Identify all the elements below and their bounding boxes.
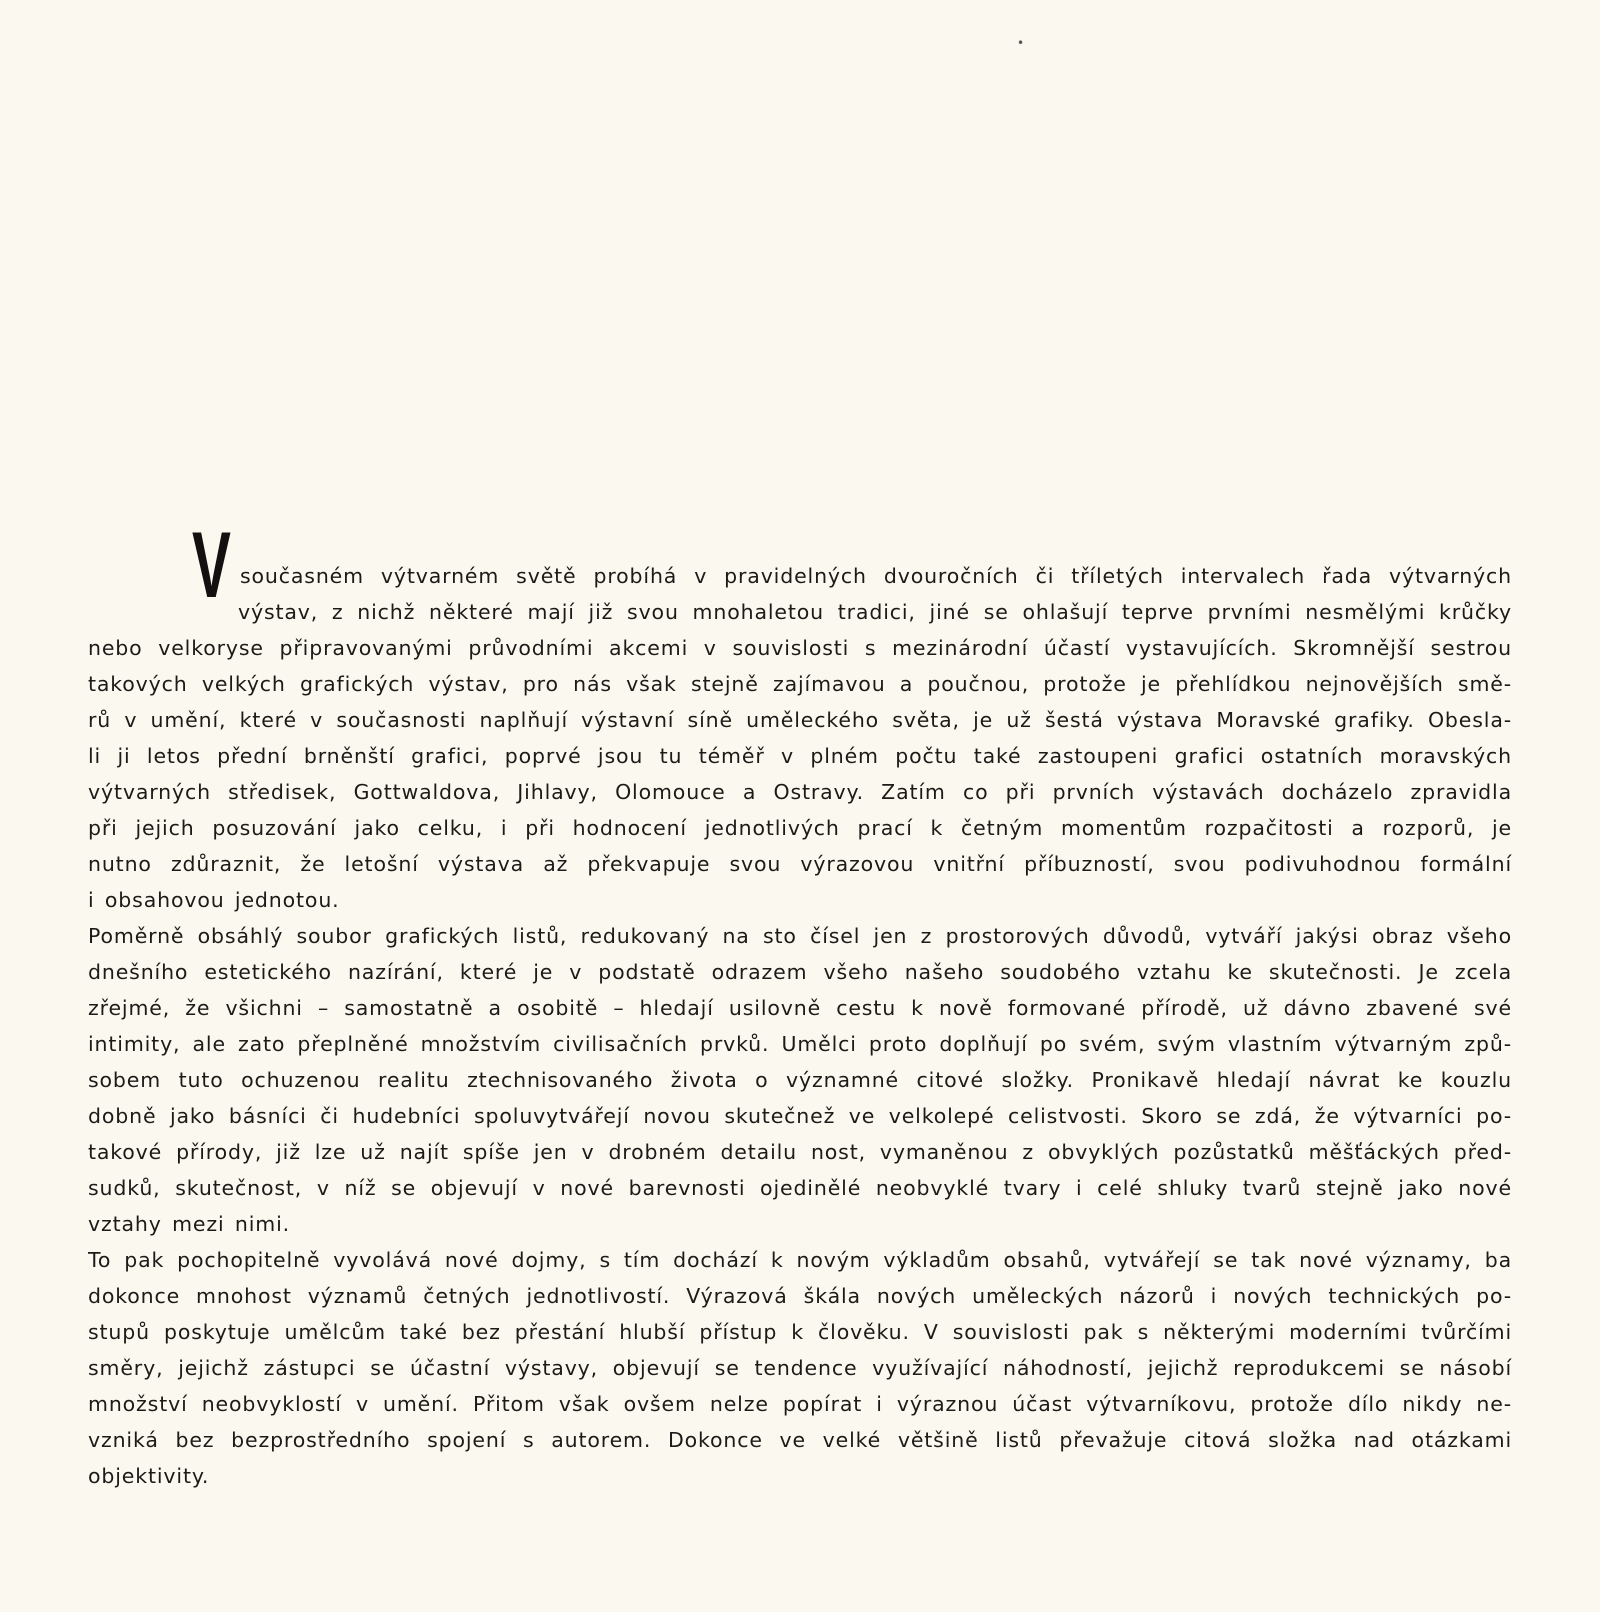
ink-speck: • — [1017, 36, 1025, 50]
text-line: při jejich posuzování jako celku, i při hodnocení jednotlivých prací k četným momentům rozpačitosti a rozporů, je — [88, 816, 1512, 840]
text-line: sudků, skutečnost, v níž se objevují v nové barevnosti ojedinělé neobvyklé tvary i celé shluky tvarů stejně jako nové — [88, 1176, 1512, 1200]
text-line: To pak pochopitelně vyvolává nové dojmy, s tím dochází k novým výkladům obsahů, vytvářejí se tak nové významy, ba — [88, 1248, 1512, 1272]
text-line: intimity, ale zato přeplněné množstvím civilisačních prvků. Umělci proto doplňují po svém, svým vlastním výtvarným způ- — [88, 1032, 1512, 1056]
text-line: nutno zdůraznit, že letošní výstava až překvapuje svou výrazovou vnitřní příbuzností, svou podivuhodnou formální — [88, 852, 1512, 876]
text-line: dokonce mnohost významů četných jednotlivostí. Výrazová škála nových uměleckých názorů i nových technických po- — [88, 1284, 1512, 1308]
text-line: i obsahovou jednotou. — [88, 888, 340, 912]
drop-cap: V — [192, 512, 231, 617]
text-line: současném výtvarném světě probíhá v pravidelných dvouročních či tříletých intervalech řada výtvarných — [240, 564, 1512, 588]
text-line: dnešního estetického nazírání, které je v podstatě odrazem všeho našeho soudobého vztahu ke skutečnosti. Je zcela — [88, 960, 1512, 984]
text-line: výstav, z nichž některé mají již svou mnohaletou tradici, jiné se ohlašují teprve prvními nesmělými krůčky — [238, 600, 1512, 624]
text-line: nebo velkoryse připravovanými průvodními akcemi v souvislosti s mezinárodní účastí vystavujících. Skromnější sestrou — [88, 636, 1512, 660]
text-line: objektivity. — [88, 1464, 210, 1488]
text-line: množství neobvyklostí v umění. Přitom však ovšem nelze popírat i výraznou účast výtvarníkovu, protože dílo nikdy ne- — [88, 1392, 1512, 1416]
text-line: vztahy mezi nimi. — [88, 1212, 291, 1236]
text-line: rů v umění, které v současnosti naplňují výstavní síně uměleckého světa, je už šestá výstava Moravské grafiky. Obesla- — [88, 708, 1512, 732]
text-line: stupů poskytuje umělcům také bez přestání hlubší přístup k člověku. V souvislosti pak s některými moderními tvůrčími — [88, 1320, 1512, 1344]
text-line: Poměrně obsáhlý soubor grafických listů, redukovaný na sto čísel jen z prostorových důvodů, vytváří jakýsi obraz všeho — [88, 924, 1512, 948]
text-line: takové přírody, již lze už najít spíše jen v drobném detailu nost, vymaněnou z obvyklých pozůstatků měšťáckých před- — [88, 1140, 1512, 1164]
text-line: vzniká bez bezprostředního spojení s autorem. Dokonce ve velké většině listů převažuje citová složka nad otázkami — [88, 1428, 1512, 1452]
text-line: výtvarných středisek, Gottwaldova, Jihlavy, Olomouce a Ostravy. Zatím co při prvních výstavách docházelo zpravidla — [88, 780, 1512, 804]
text-line: směry, jejichž zástupci se účastní výstavy, objevují se tendence využívající náhodností, jejichž reprodukcemi se násobí — [88, 1356, 1512, 1380]
text-line: dobně jako básníci či hudebníci spoluvytvářejí novou skutečnež ve velkolepé celistvosti. Skoro se zdá, že výtvarníci po- — [88, 1104, 1512, 1128]
text-line: sobem tuto ochuzenou realitu ztechnisovaného života o významné citové složky. Pronikavě hledají návrat ke kouzlu — [88, 1068, 1512, 1092]
text-line: zřejmé, že všichni – samostatně a osobitě – hledají usilovně cestu k nově formované přírodě, už dávno zbavené své — [88, 996, 1512, 1020]
text-line: li ji letos přední brněnští grafici, poprvé jsou tu téměř v plném počtu také zastoupeni grafici ostatních moravských — [88, 744, 1512, 768]
paragraph-2 — [88, 918, 1512, 1242]
paragraph-3 — [88, 1242, 1512, 1494]
text-line: takových velkých grafických výstav, pro nás však stejně zajímavou a poučnou, protože je přehlídkou nejnovějších smě- — [88, 672, 1512, 696]
paragraph-1 — [88, 558, 1512, 918]
